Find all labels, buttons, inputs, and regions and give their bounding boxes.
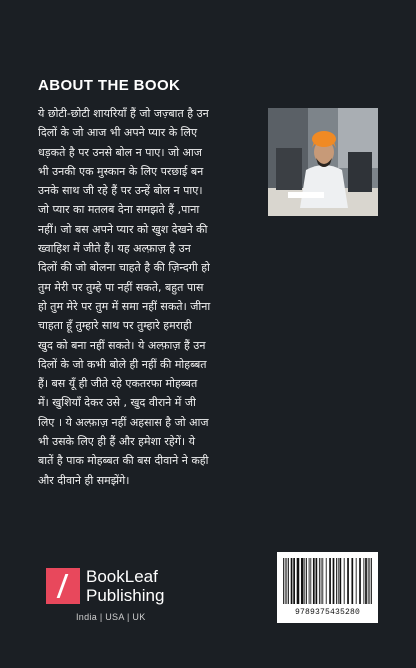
barcode-bar <box>313 558 315 604</box>
barcode-bar <box>368 558 369 604</box>
publisher-name <box>86 567 164 605</box>
barcode-bar <box>333 558 335 604</box>
publisher-regions: India | USA | UK <box>76 612 146 622</box>
barcode-bar <box>285 558 286 604</box>
description-line: चाहता हूँ तुम्हारे साथ पर तुम्हारे हमराही <box>38 319 192 333</box>
description-line: भी उनकी एक मुस्कान के लिए परछाई बन <box>38 164 204 178</box>
barcode-bar <box>344 558 345 604</box>
barcode-bar <box>347 558 349 604</box>
barcode-bar <box>286 558 287 604</box>
publisher-logo <box>46 567 164 605</box>
description-line: में। खुशियाँ देकर उसे , खुद वीराने में जी <box>38 396 196 410</box>
barcode-bar <box>336 558 337 604</box>
description-line: दिलों के जो कभी बोले ही नहीं की मोहब्बत <box>38 357 207 371</box>
description-line: हो तुम मेरे पर तुम में समा नहीं सकते। जीना <box>38 299 211 313</box>
description-line: नहीं। जो बस अपने प्यार को खुश देखने की <box>38 222 208 236</box>
barcode-bar <box>316 558 318 604</box>
description-line: भी उसके लिए ही हैं और हमेशा रहेगें। ये <box>38 435 195 449</box>
description-line: उनके साथ जी रहे हैं पर उन्हें बोल न पाए। <box>38 184 203 198</box>
description-line: ये छोटी-छोटी शायरियाँ हैं जो जज़्बात है उन <box>38 107 209 120</box>
barcode-bar <box>339 558 341 604</box>
author-photo <box>268 108 378 216</box>
barcode-bar <box>322 558 323 604</box>
barcode-bar <box>359 558 361 604</box>
barcode-bar <box>297 558 300 604</box>
barcode-bar <box>338 558 339 604</box>
description-line: बातें है पाक मोहब्बत की बस दीवाने ने कही <box>38 454 209 468</box>
barcode-bar <box>365 558 367 604</box>
isbn-barcode <box>277 552 378 623</box>
description-line: खुद को बना नहीं सकते। ये अल्फ़ाज़ हैं उन <box>38 338 206 352</box>
barcode-bar <box>329 558 331 604</box>
bookleaf-logo-icon <box>46 568 80 604</box>
section-heading: ABOUT THE BOOK <box>38 77 181 94</box>
barcode-bar <box>293 558 295 604</box>
isbn-number: 9789375435280 <box>294 608 360 617</box>
description-line: और दीवाने ही समझेंगे। <box>38 473 130 487</box>
barcode-bar <box>369 558 370 604</box>
barcode-bar <box>356 558 357 604</box>
barcode-bar <box>309 558 310 604</box>
barcode-bar <box>304 558 305 604</box>
barcode-bar <box>291 558 293 604</box>
publisher-name-line2: Publishing <box>86 586 165 605</box>
barcode-bar <box>326 558 327 604</box>
description-line: हैं। बस यूँ ही जीते रहे एकतरफा मोहब्बत <box>38 377 198 391</box>
description-line: तुम मेरी पर तुम्हे पा नहीं सकते, बहुत पास <box>38 280 204 294</box>
barcode-bar <box>283 558 284 604</box>
barcode-bar <box>319 558 320 604</box>
description-line: धड़कते है पर उनसे बोल न पाए। जो आज <box>38 145 202 159</box>
barcode-bar <box>351 558 353 604</box>
book-description <box>38 104 260 490</box>
barcode-bar <box>306 558 307 604</box>
barcode-bar <box>310 558 311 604</box>
publisher-name-line1: BookLeaf <box>86 567 158 586</box>
barcode-bar <box>371 558 372 604</box>
barcode-bar <box>321 558 322 604</box>
barcode-bar <box>301 558 304 604</box>
description-line: ख्वाहिश में जीते हैं। यह अल्फ़ाज़ है उन <box>38 242 191 256</box>
barcode-bars <box>283 558 372 604</box>
description-line: दिलों की जो बोलना चाहते है की ज़िन्दगी हो <box>38 261 210 275</box>
barcode-bar <box>288 558 289 604</box>
description-line: दिलों के जो आज भी अपने प्यार के लिए <box>38 126 198 140</box>
description-line: लिए । ये अल्फ़ाज़ नहीं अहसास है जो आज <box>38 415 209 429</box>
description-line: जो प्यार का मतलब देना समझते हैं ,पाना <box>38 203 200 217</box>
barcode-bar <box>363 558 364 604</box>
